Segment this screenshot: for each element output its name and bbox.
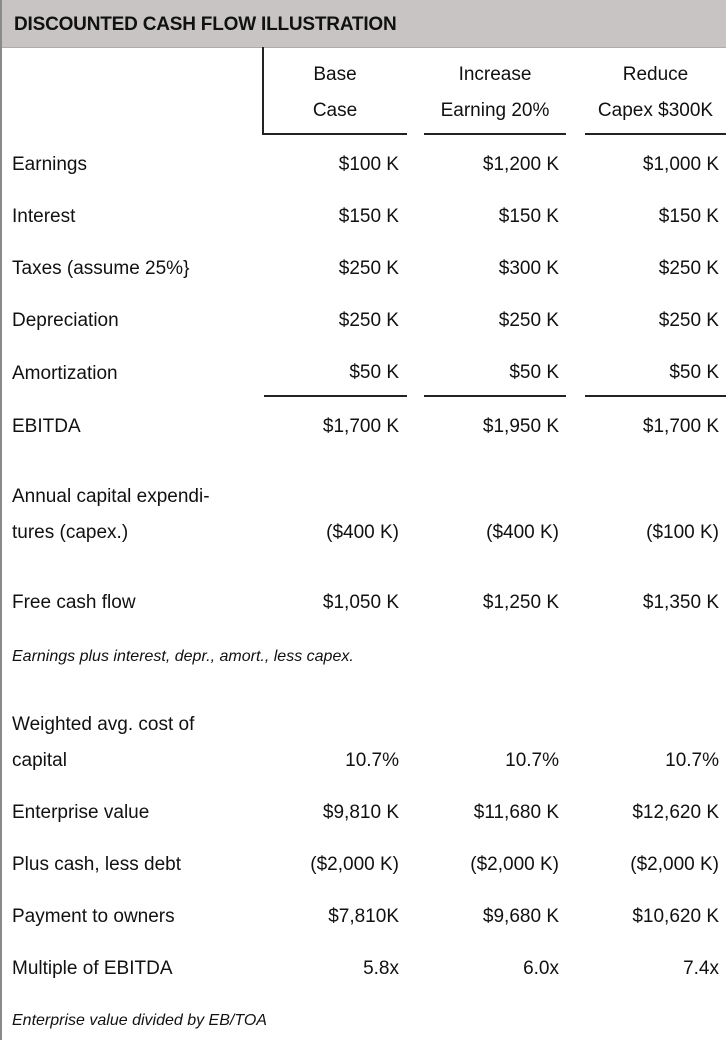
cell-increase: ($400 K) — [486, 522, 559, 543]
cell-reduce: $250 K — [658, 258, 719, 279]
cell-increase: $50 K — [509, 362, 559, 383]
cell-reduce: ($2,000 K) — [630, 854, 719, 875]
sum-underline — [585, 395, 726, 397]
cell-increase: 10.7% — [505, 750, 559, 771]
cell-base: 10.7% — [345, 750, 399, 771]
cell-increase: $300 K — [498, 258, 559, 279]
column-header-line1: Reduce — [622, 64, 689, 85]
cell-increase: $1,950 K — [482, 416, 559, 437]
row-label-line2: tures (capex.) — [12, 522, 129, 543]
row-label: Enterprise value — [12, 802, 150, 823]
cell-increase: $150 K — [498, 206, 559, 227]
cell-increase: $1,200 K — [482, 154, 559, 175]
multiple-note: Enterprise value divided by EB/TOA — [12, 1012, 267, 1029]
cell-reduce: $12,620 K — [632, 802, 719, 823]
cell-base: ($2,000 K) — [310, 854, 399, 875]
cell-reduce: $150 K — [658, 206, 719, 227]
column-header-line1: Base — [313, 64, 357, 85]
sum-underline — [264, 395, 407, 397]
row-label: Depreciation — [12, 310, 119, 331]
row-label: EBITDA — [12, 416, 81, 437]
free-cash-flow-note: Earnings plus interest, depr., amort., less capex. — [12, 648, 354, 665]
header-underline — [585, 133, 726, 135]
left-border — [0, 0, 2, 1040]
cell-reduce: $1,000 K — [642, 154, 719, 175]
cell-increase: 6.0x — [523, 958, 559, 979]
row-label: Multiple of EBITDA — [12, 958, 173, 979]
cell-base: $7,810K — [328, 906, 399, 927]
row-label: Payment to owners — [12, 906, 175, 927]
row-label: Interest — [12, 206, 76, 227]
row-label: Free cash flow — [12, 592, 136, 613]
sum-underline — [424, 395, 566, 397]
column-header-line2: Capex $300K — [597, 100, 714, 121]
cell-base: 5.8x — [363, 958, 399, 979]
cell-increase: ($2,000 K) — [470, 854, 559, 875]
row-label: Taxes (assume 25%} — [12, 258, 190, 279]
cell-increase: $1,250 K — [482, 592, 559, 613]
column-header-increase-earning — [424, 57, 566, 129]
cell-base: $9,810 K — [322, 802, 399, 823]
column-header-line2: Earning 20% — [440, 100, 550, 121]
cell-increase: $250 K — [498, 310, 559, 331]
column-header-base-case — [264, 57, 406, 129]
page-title: DISCOUNTED CASH FLOW ILLUSTRATION — [14, 14, 397, 35]
title-bar — [2, 0, 726, 48]
cell-increase: $11,680 K — [473, 802, 559, 823]
row-label-line2: capital — [12, 750, 67, 771]
row-label: Amortization — [12, 363, 118, 384]
row-label-line1: Weighted avg. cost of — [12, 714, 195, 735]
cell-base: $250 K — [338, 258, 399, 279]
cell-base: $1,700 K — [322, 416, 399, 437]
column-header-reduce-capex — [585, 57, 726, 129]
cell-reduce: $50 K — [669, 362, 719, 383]
column-header-line1: Increase — [458, 64, 532, 85]
row-label: Earnings — [12, 154, 87, 175]
header-underline — [424, 133, 566, 135]
row-label-line1: Annual capital expendi- — [12, 486, 210, 507]
column-header-line2: Case — [312, 100, 358, 121]
cell-base: $1,050 K — [322, 592, 399, 613]
cell-reduce: 7.4x — [683, 958, 719, 979]
cell-reduce: 10.7% — [665, 750, 719, 771]
cell-reduce: $1,700 K — [642, 416, 719, 437]
cell-base: $50 K — [349, 362, 399, 383]
header-underline — [262, 133, 407, 135]
cell-base: $150 K — [338, 206, 399, 227]
cell-reduce: $10,620 K — [632, 906, 719, 927]
cell-base: $100 K — [338, 154, 399, 175]
cell-reduce: $250 K — [658, 310, 719, 331]
cell-reduce: $1,350 K — [642, 592, 719, 613]
cell-base: $250 K — [338, 310, 399, 331]
cell-increase: $9,680 K — [482, 906, 559, 927]
cell-base: ($400 K) — [326, 522, 399, 543]
row-label: Plus cash, less debt — [12, 854, 181, 875]
cell-reduce: ($100 K) — [646, 522, 719, 543]
